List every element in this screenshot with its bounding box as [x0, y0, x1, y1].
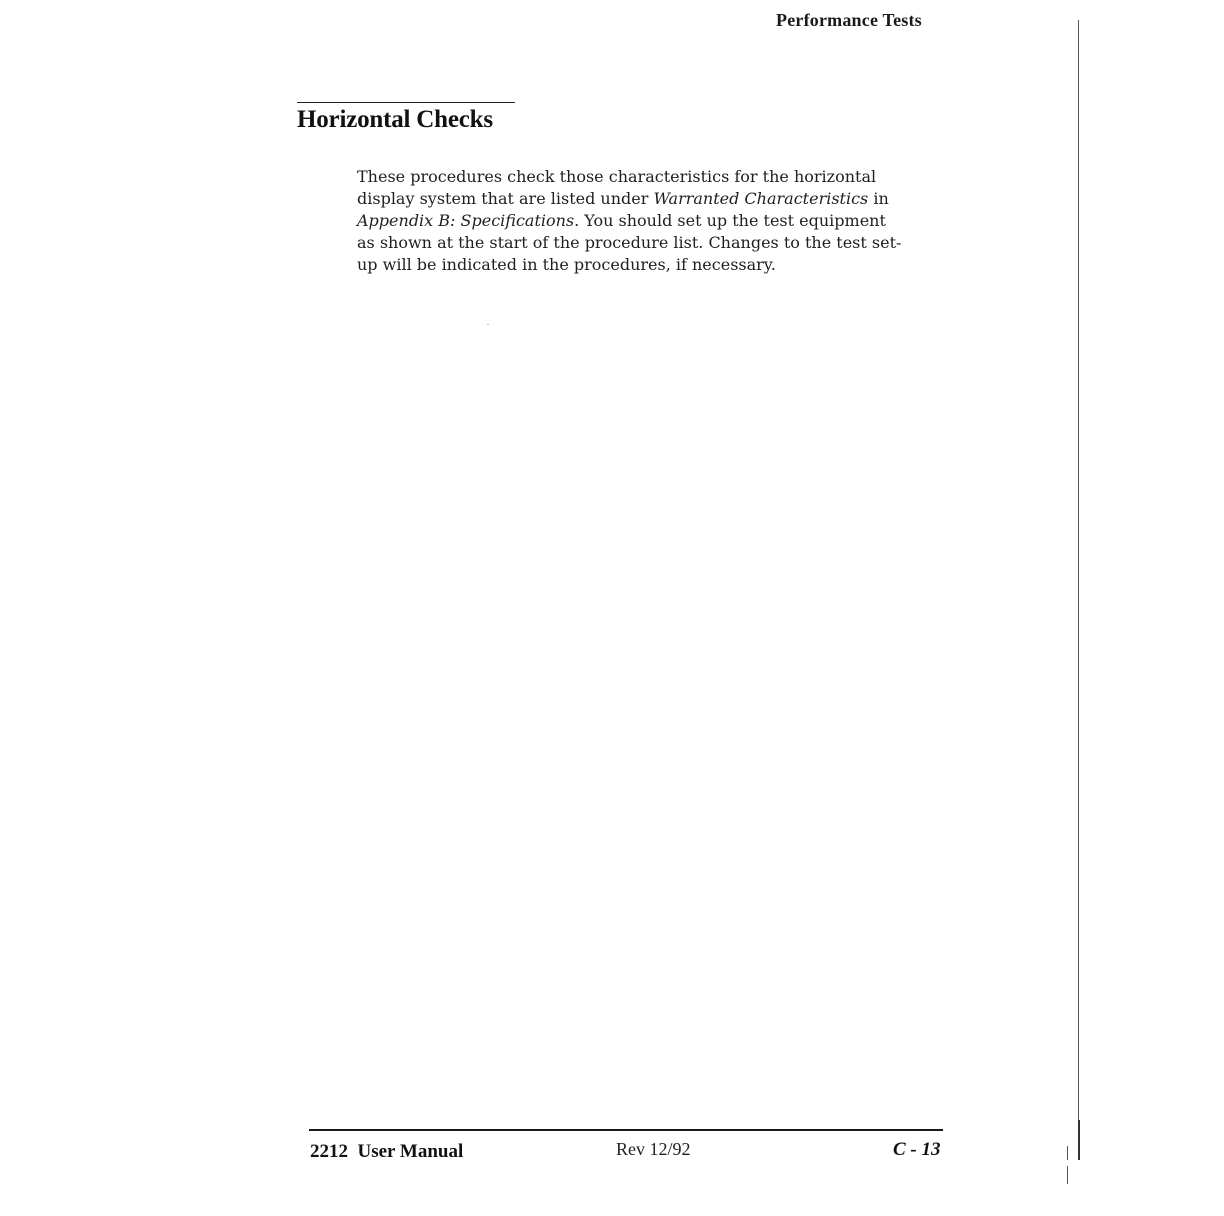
appendix-reference: Appendix B: Specifications.: [357, 211, 580, 230]
paragraph-line-2: [357, 188, 937, 210]
page-edge-line-lower: [1078, 1120, 1080, 1160]
section-title: Horizontal Checks: [297, 106, 493, 133]
body-paragraph: [357, 166, 937, 276]
paragraph-line-3: [357, 210, 937, 232]
paragraph-line-3-end: You should set up the test equipment: [579, 211, 886, 230]
footer-rule: [309, 1129, 943, 1131]
footer-revision: Rev 12/92: [616, 1139, 691, 1159]
edge-mark: [1067, 1146, 1068, 1160]
edge-mark: [1067, 1166, 1068, 1184]
section-title-rule: [297, 102, 515, 103]
paragraph-line-4: as shown at the start of the procedure list. Changes to the test set-: [357, 233, 902, 252]
scan-speck: [487, 324, 489, 325]
running-header: Performance Tests: [776, 10, 922, 30]
footer-manual-name: 2212 User Manual: [310, 1141, 464, 1162]
paragraph-line-2-start: display system that are listed under: [357, 189, 654, 208]
warranted-characteristics-reference: Warranted Characteristics: [653, 189, 869, 208]
paragraph-line-2-end: in: [868, 189, 889, 208]
paragraph-line-5: up will be indicated in the procedures, if necessary.: [357, 255, 776, 274]
page-edge-line: [1078, 20, 1079, 1160]
paragraph-line-1: These procedures check those characteristics for the horizontal: [357, 167, 877, 186]
footer-page-number: C - 13: [893, 1139, 941, 1160]
